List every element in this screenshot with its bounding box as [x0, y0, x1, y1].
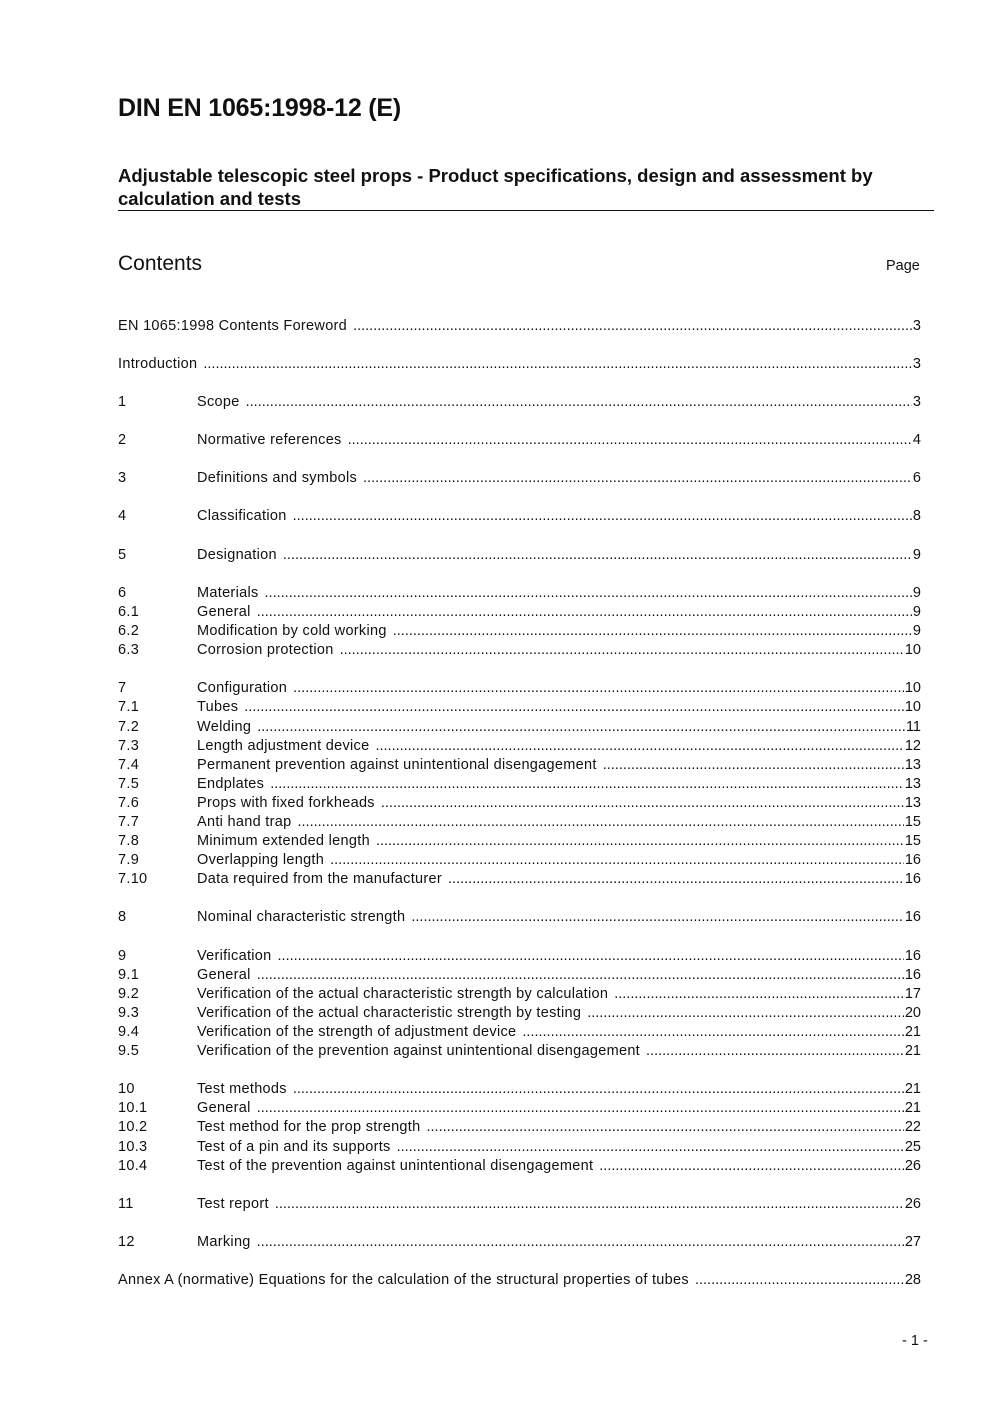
toc-entry-page: 9: [912, 546, 921, 563]
toc-entry-number: 7.10: [118, 871, 148, 888]
toc-entry-title: Test method for the prop strength: [197, 1119, 421, 1136]
toc-entry[interactable]: [118, 679, 921, 698]
toc-dot-leader: [393, 623, 912, 639]
toc-dot-leader: [298, 814, 904, 830]
toc-entry-page: 17: [904, 985, 921, 1002]
toc-entry-title: Length adjustment device: [197, 737, 370, 754]
toc-entry-number: 9.3: [118, 1004, 140, 1021]
toc-entry-page: 25: [904, 1138, 921, 1155]
toc-dot-leader: [348, 432, 912, 448]
toc-dot-leader: [695, 1272, 904, 1288]
toc-entry-number: 3: [118, 470, 127, 487]
toc-entry-page: 13: [904, 794, 921, 811]
toc-dot-leader: [340, 642, 904, 658]
toc-entry-number: 7.4: [118, 756, 140, 773]
toc-entry-title: Verification of the actual characteristic strength by calculation: [197, 985, 609, 1002]
toc-dot-leader: [257, 1100, 904, 1116]
toc-entry-title: Annex A (normative) Equations for the calculation of the structural properties of tubes: [118, 1272, 689, 1289]
toc-dot-leader: [270, 776, 904, 792]
toc-dot-leader: [293, 680, 904, 696]
toc-entry-title: Introduction: [118, 355, 198, 372]
toc-entry-title: Minimum extended length: [197, 833, 370, 850]
toc-dot-leader: [246, 394, 912, 410]
toc-entry-number: 10.1: [118, 1100, 148, 1117]
toc-entry-page: 13: [904, 775, 921, 792]
toc-entry-number: 9.1: [118, 966, 140, 983]
toc-entry[interactable]: [118, 1003, 921, 1022]
toc-entry[interactable]: [118, 870, 921, 889]
toc-dot-leader: [646, 1043, 904, 1059]
toc-entry-number: 7.8: [118, 833, 140, 850]
toc-entry[interactable]: [118, 545, 921, 564]
toc-dot-leader: [375, 738, 903, 754]
toc-entry-page: 26: [904, 1157, 921, 1174]
toc-entry[interactable]: [118, 1042, 921, 1061]
toc-entry-title: EN 1065:1998 Contents Foreword: [118, 317, 348, 334]
toc-entry-number: 6.3: [118, 642, 140, 659]
toc-entry-number: 11: [118, 1195, 134, 1212]
toc-entry[interactable]: [118, 908, 921, 927]
toc-entry-number: 5: [118, 546, 127, 563]
toc-entry-number: 10.4: [118, 1157, 148, 1174]
toc-entry-page: 16: [904, 909, 921, 926]
toc-entry[interactable]: [118, 698, 921, 717]
toc-entry-page: 16: [904, 871, 921, 888]
toc-dot-leader: [448, 871, 904, 887]
toc-dot-leader: [257, 967, 904, 983]
toc-entry[interactable]: [118, 1137, 921, 1156]
toc-entry-page: 6: [912, 470, 921, 487]
toc-entry-title: Endplates: [197, 775, 265, 792]
toc-entry-number: 7.9: [118, 852, 140, 869]
toc-entry-title: Normative references: [197, 432, 342, 449]
toc-dot-leader: [381, 795, 904, 811]
toc-entry[interactable]: [118, 1194, 921, 1213]
toc-entry-number: 6: [118, 584, 127, 601]
toc-entry-title: General: [197, 966, 251, 983]
toc-entry-title: Scope: [197, 393, 240, 410]
toc-entry-title: Classification: [197, 508, 287, 525]
toc-entry-page: 21: [904, 1024, 921, 1041]
toc-entry[interactable]: [118, 507, 921, 526]
toc-entry-title: Verification of the strength of adjustment device: [197, 1024, 517, 1041]
toc-entry-title: Test of the prevention against unintentional disengagement: [197, 1157, 594, 1174]
toc-dot-leader: [363, 470, 912, 486]
toc-entry-number: 12: [118, 1234, 135, 1251]
toc-entry-number: 2: [118, 432, 127, 449]
toc-entry[interactable]: [118, 1022, 921, 1041]
toc-dot-leader: [244, 699, 904, 715]
toc-dot-leader: [257, 719, 905, 735]
toc-entry-page: 21: [904, 1100, 921, 1117]
toc-entry[interactable]: [118, 469, 921, 488]
toc-entry[interactable]: [118, 717, 921, 736]
toc-entry[interactable]: [118, 602, 921, 621]
toc-entry-title: General: [197, 603, 251, 620]
toc-dot-leader: [411, 909, 904, 925]
toc-entry-page: 4: [912, 432, 921, 449]
toc-entry-number: 7.5: [118, 775, 140, 792]
toc-entry-page: 8: [912, 508, 921, 525]
toc-entry-page: 9: [912, 584, 921, 601]
toc-dot-leader: [614, 986, 904, 1002]
toc-entry[interactable]: [118, 354, 921, 373]
toc-entry-page: 10: [904, 642, 921, 659]
toc-dot-leader: [283, 547, 912, 563]
toc-entry-number: 9: [118, 947, 127, 964]
toc-dot-leader: [203, 356, 912, 372]
toc-entry-page: 22: [904, 1119, 921, 1136]
title-divider: [118, 210, 934, 211]
toc-entry-title: Test report: [197, 1195, 269, 1212]
toc-entry[interactable]: [118, 1118, 921, 1137]
toc-entry-page: 10: [904, 680, 921, 697]
toc-dot-leader: [599, 1158, 904, 1174]
toc-entry[interactable]: [118, 622, 921, 641]
toc-dot-leader: [265, 585, 912, 601]
toc-entry-title: Marking: [197, 1234, 251, 1251]
toc-entry[interactable]: [118, 946, 921, 965]
toc-entry-number: 9.2: [118, 985, 140, 1002]
toc-entry-title: Welding: [197, 718, 252, 735]
toc-dot-leader: [427, 1119, 904, 1135]
toc-entry-page: 27: [904, 1234, 921, 1251]
toc-entry-number: 4: [118, 508, 127, 525]
toc-entry-number: 7.3: [118, 737, 140, 754]
toc-entry-page: 9: [912, 623, 921, 640]
toc-entry-title: Tubes: [197, 699, 239, 716]
toc-entry[interactable]: [118, 392, 921, 411]
toc-entry[interactable]: [118, 812, 921, 831]
toc-entry-number: 7: [118, 680, 127, 697]
toc-entry-title: Test of a pin and its supports: [197, 1138, 391, 1155]
toc-entry[interactable]: [118, 851, 921, 870]
document-subtitle: Adjustable telescopic steel props - Product specifications, design and assessment by calculation and tests: [118, 165, 873, 209]
toc-entry-title: Overlapping length: [197, 852, 325, 869]
toc-entry[interactable]: [118, 641, 921, 660]
toc-entry-page: 11: [905, 718, 921, 735]
toc-entry-number: 10.3: [118, 1138, 148, 1155]
toc-entry-number: 6.1: [118, 603, 140, 620]
toc-entry-title: Anti hand trap: [197, 813, 292, 830]
toc-entry[interactable]: [118, 1156, 921, 1175]
toc-entry-page: 16: [904, 947, 921, 964]
toc-entry-number: 6.2: [118, 623, 140, 640]
toc-entry[interactable]: [118, 965, 921, 984]
toc-entry[interactable]: [118, 1271, 921, 1290]
toc-entry-page: 3: [912, 355, 921, 372]
toc-dot-leader: [603, 757, 904, 773]
toc-entry-title: Modification by cold working: [197, 623, 387, 640]
toc-entry-title: Verification of the actual characteristic strength by testing: [197, 1004, 582, 1021]
toc-entry[interactable]: [118, 984, 921, 1003]
toc-entry-number: 10.2: [118, 1119, 148, 1136]
toc-dot-leader: [330, 852, 904, 868]
toc-entry-page: 21: [904, 1081, 921, 1098]
toc-entry[interactable]: [118, 1233, 921, 1252]
toc-dot-leader: [257, 1234, 904, 1250]
toc-dot-leader: [275, 1196, 904, 1212]
toc-entry-page: 12: [904, 737, 921, 754]
toc-entry-number: 9.5: [118, 1043, 140, 1060]
toc-entry-title: Corrosion protection: [197, 642, 334, 659]
toc-dot-leader: [353, 318, 912, 334]
toc-entry-title: Materials: [197, 584, 259, 601]
toc-entry-page: 28: [904, 1272, 921, 1289]
toc-entry-page: 16: [904, 852, 921, 869]
toc-entry-page: 26: [904, 1195, 921, 1212]
toc-entry-page: 16: [904, 966, 921, 983]
toc-dot-leader: [522, 1024, 903, 1040]
toc-entry[interactable]: [118, 316, 921, 335]
toc-dot-leader: [257, 604, 912, 620]
toc-entry-page: 3: [912, 317, 921, 334]
toc-entry[interactable]: [118, 832, 921, 851]
toc-dot-leader: [397, 1139, 904, 1155]
toc-entry[interactable]: [118, 1080, 921, 1099]
toc-entry[interactable]: [118, 583, 921, 602]
toc-entry-title: Permanent prevention against unintentional disengagement: [197, 756, 597, 773]
toc-entry-number: 7.1: [118, 699, 140, 716]
table-of-contents: [118, 316, 921, 1290]
contents-heading: Contents: [118, 252, 203, 275]
toc-entry-number: 7.6: [118, 794, 140, 811]
toc-dot-leader: [293, 508, 912, 524]
toc-dot-leader: [376, 833, 904, 849]
toc-entry-number: 7.7: [118, 813, 140, 830]
toc-dot-leader: [587, 1005, 904, 1021]
toc-entry[interactable]: [118, 755, 921, 774]
toc-entry[interactable]: [118, 774, 921, 793]
toc-entry-number: 8: [118, 909, 127, 926]
toc-entry-number: 7.2: [118, 718, 140, 735]
toc-dot-leader: [278, 948, 904, 964]
toc-entry[interactable]: [118, 736, 921, 755]
document-title: DIN EN 1065:1998-12 (E): [118, 94, 402, 122]
toc-entry-title: Verification of the prevention against unintentional disengagement: [197, 1043, 641, 1060]
toc-entry-page: 9: [912, 603, 921, 620]
toc-entry[interactable]: [118, 431, 921, 450]
page-number: - 1 -: [902, 1333, 928, 1349]
toc-entry-title: Data required from the manufacturer: [197, 871, 443, 888]
toc-entry-title: Definitions and symbols: [197, 470, 358, 487]
toc-entry-number: 1: [118, 393, 127, 410]
toc-entry-title: Configuration: [197, 680, 288, 697]
toc-entry-title: Test methods: [197, 1081, 287, 1098]
toc-entry[interactable]: [118, 793, 921, 812]
toc-entry-page: 3: [912, 393, 921, 410]
toc-entry-number: 10: [118, 1081, 135, 1098]
toc-entry-title: Designation: [197, 546, 277, 563]
toc-entry-page: 21: [904, 1043, 921, 1060]
toc-entry[interactable]: [118, 1099, 921, 1118]
toc-entry-number: 9.4: [118, 1024, 140, 1041]
toc-entry-title: Nominal characteristic strength: [197, 909, 406, 926]
toc-entry-page: 15: [904, 833, 921, 850]
toc-entry-page: 20: [904, 1004, 921, 1021]
toc-dot-leader: [293, 1081, 904, 1097]
toc-entry-page: 15: [904, 813, 921, 830]
toc-entry-title: Props with fixed forkheads: [197, 794, 375, 811]
toc-entry-page: 13: [904, 756, 921, 773]
page-column-label: Page: [886, 258, 920, 274]
toc-entry-title: Verification: [197, 947, 272, 964]
toc-entry-title: General: [197, 1100, 251, 1117]
toc-entry-page: 10: [904, 699, 921, 716]
